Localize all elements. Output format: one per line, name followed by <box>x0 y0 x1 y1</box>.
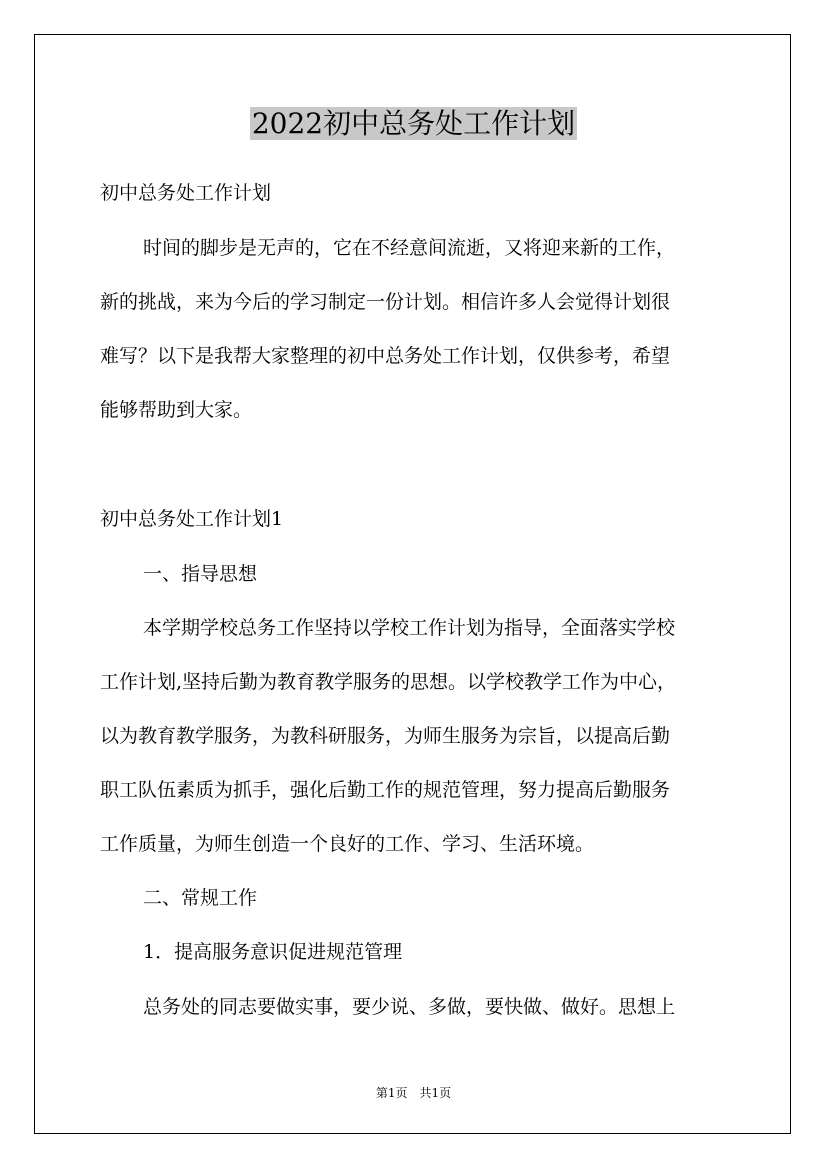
heading-routine-work: 二、常规工作 <box>143 887 258 909</box>
paragraph-line: 工作计划,坚持后勤为教育教学服务的思想。以学校教学工作为中心， <box>100 671 677 693</box>
intro-line: 新的挑战，来为今后的学习制定一份计划。相信许多人会觉得计划很 <box>100 291 671 313</box>
paragraph-line: 职工队伍素质为抓手，强化后勤工作的规范管理，努力提高后勤服务 <box>100 779 671 801</box>
paragraph-line: 以为教育教学服务，为教科研服务，为师生服务为宗旨，以提高后勤 <box>100 725 671 747</box>
intro-line: 时间的脚步是无声的，它在不经意间流逝，又将迎来新的工作， <box>143 237 676 259</box>
paragraph-line: 工作质量，为师生创造一个良好的工作、学习、生活环境。 <box>100 833 595 855</box>
page-number: 第1页 共1页 <box>375 1086 452 1100</box>
heading-guiding-thought: 一、指导思想 <box>143 563 258 585</box>
section-title: 初中总务处工作计划1 <box>100 508 284 530</box>
intro-line: 能够帮助到大家。 <box>100 399 253 421</box>
document-title: 2022初中总务处工作计划 <box>251 107 576 140</box>
paragraph-line: 总务处的同志要做实事，要少说、多做，要快做、做好。思想上 <box>143 996 676 1018</box>
intro-line: 难写？以下是我帮大家整理的初中总务处工作计划，仅供参考，希望 <box>100 345 671 367</box>
document-subtitle: 初中总务处工作计划 <box>100 182 272 204</box>
paragraph-line: 本学期学校总务工作坚持以学校工作计划为指导，全面落实学校 <box>143 617 676 639</box>
list-item-heading: 1．提高服务意识促进规范管理 <box>143 941 403 963</box>
